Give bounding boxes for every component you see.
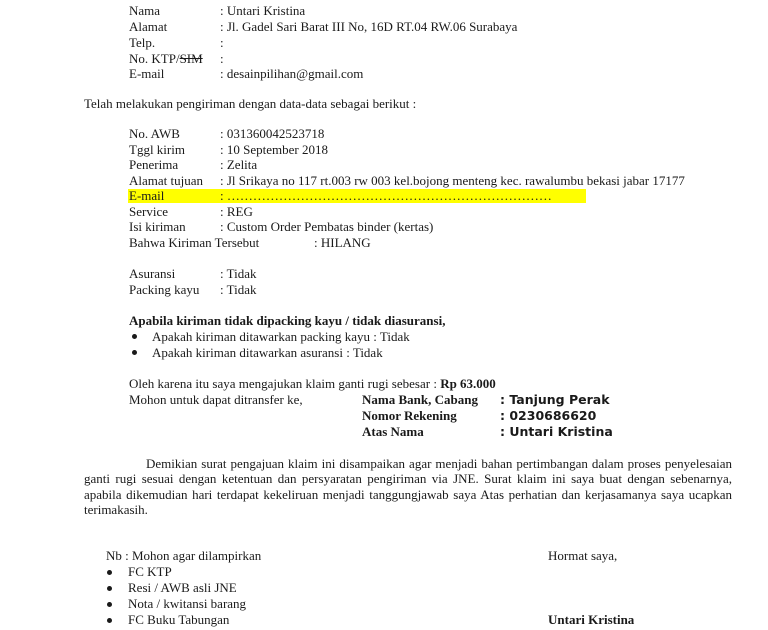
bank-label: Nama Bank, Cabang [362,392,478,407]
sender-name-label: Nama [129,3,161,18]
condition-item: Apakah kiriman ditawarkan packing kayu : Tidak [152,329,410,344]
closing-text: Demikian surat pengajuan klaim ini disampaikan agar menjadi bahan pertimbangan dalam proses penyelesaian ganti rugi sesuai dengan ketentuan dan persyaratan pengiriman via JNE. Surat klaim ini saya buat dengan sebenarnya, apabila dikemudian hari terdapat kekeliruan menjadi tanggungjawab saya Atas perhatian dan kerjasamanya saya ucapkan terimakasih. [84,456,732,517]
awb-label: No. AWB [129,126,180,141]
service-value: : REG [220,204,253,219]
bullet-icon [132,350,137,355]
content-value: : Custom Order Pembatas binder (kertas) [220,219,434,234]
insurance-label: Asuransi [129,266,176,281]
holder-value: : Untari Kristina [500,424,613,439]
account-label: Nomor Rekening [362,408,457,423]
bullet-icon [132,334,137,339]
sender-address-value: : Jl. Gadel Sari Barat III No, 16D RT.04 RW.06 Surabaya [220,19,518,34]
account-value: : 0230686620 [500,408,597,423]
attachments-title: Nb : Mohon agar dilampirkan [106,548,262,563]
awb-value: : 031360042523718 [220,126,325,141]
attachment-item: Resi / AWB asli JNE [128,580,237,595]
ship-date-label: Tggl kirim [129,142,185,157]
sender-phone-value: : [220,35,224,50]
sender-email-label: E-mail [129,66,165,81]
signature-greeting: Hormat saya, [548,548,618,563]
attachment-item: FC Buku Tabungan [128,612,230,627]
sender-ktp-label-a: No. KTP/ [129,51,180,66]
bullet-icon [107,602,112,607]
claim-text: Oleh karena itu saya mengajukan klaim ganti rugi sebesar : [129,376,437,391]
recipient-email-label: E-mail [129,188,165,203]
holder-label: Atas Nama [362,424,424,439]
recipient-value: : Zelita [220,157,258,172]
sender-address-label: Alamat [129,19,168,34]
attachment-item: Nota / kwitansi barang [128,596,247,611]
ship-date-value: : 10 September 2018 [220,142,328,157]
condition-title: Apabila kiriman tidak dipacking kayu / tidak diasuransi, [129,313,446,328]
status-label: Bahwa Kiriman Tersebut [129,235,260,250]
packing-value: : Tidak [220,282,257,297]
sender-ktp-label [129,51,203,67]
attachment-item: FC KTP [128,564,172,579]
insurance-value: : Tidak [220,266,257,281]
service-label: Service [129,204,168,219]
sender-email-value: : desainpilihan@gmail.com [220,66,364,81]
bullet-icon [107,618,112,623]
sender-ktp-label-sim: SIM [179,51,203,66]
closing-paragraph [84,456,732,517]
sender-phone-label: Telp. [129,35,156,50]
recipient-label: Penerima [129,157,179,172]
transfer-line: Mohon untuk dapat ditransfer ke, [129,392,303,407]
signature-name: Untari Kristina [548,612,635,627]
bullet-icon [107,570,112,575]
intro-text: Telah melakukan pengiriman dengan data-data sebagai berikut : [84,96,417,111]
destination-value: : Jl Srikaya no 117 rt.003 rw 003 kel.bojong menteng kec. rawalumbu bekasi jabar 17177 [220,173,685,188]
content-label: Isi kiriman [129,219,186,234]
destination-label: Alamat tujuan [129,173,204,188]
status-value: : HILANG [314,235,371,250]
bank-value: : Tanjung Perak [500,392,610,407]
claim-line [129,376,496,392]
condition-item: Apakah kiriman ditawarkan asuransi : Tidak [152,345,383,360]
claim-amount: Rp 63.000 [440,376,496,391]
sender-name-value: : Untari Kristina [220,3,306,18]
recipient-email-value: : ………………………………………………………………… [220,188,552,203]
bullet-icon [107,586,112,591]
sender-ktp-value: : [220,51,224,66]
packing-label: Packing kayu [129,282,200,297]
